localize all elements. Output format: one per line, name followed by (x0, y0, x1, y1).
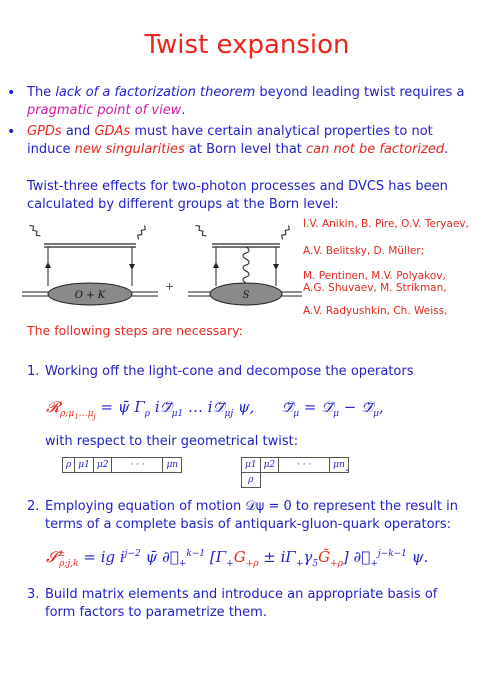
plus-sign: + (165, 280, 175, 293)
bullet-1-segment: beyond leading twist requires a (255, 85, 465, 100)
left-blob-label: O + K (74, 290, 106, 301)
reference-3: M. Pentinen, M.V. Polyakov, (303, 270, 446, 282)
young-tableau-left (62, 457, 182, 473)
tableau-cell: μn (330, 458, 349, 473)
left-diagram (22, 224, 158, 305)
step-1-text: Working off the light-cone and decompose the operators (45, 364, 414, 379)
bullet-2-segment: new singularities (74, 142, 185, 157)
tableau-cell: · · · (279, 458, 330, 473)
bullet-2-segment: can not be factorized (306, 142, 445, 157)
bullet-2 (7, 123, 467, 159)
bullet-1-segment: lack of a factorization theorem (55, 85, 256, 100)
operator-basis-formula: 𝓢±$_{\rho;j,k}$ = ig $i^{j-2}$ ψ̄ $\partial⃡_+^{k-1}$ [$\Gamma_+G_{+\rho}$ ± $i\Gamma_+\gamma_5G̃_{+\rho}$] $\partial⃡_+^{j-k-1}$ ψ. (46, 548, 429, 569)
step-1-continuation-text: with respect to their geometrical twist: (45, 434, 299, 449)
bullet-1-segment: pragmatic point of view (27, 103, 182, 118)
bullet-dot-icon: • (7, 124, 16, 140)
operator-formula: 𝓡$_{\rho;\mu_1\dots\mu_j}$ = ψ̄ $\Gamma_\rho$ $i𝒟⃡_{\mu 1}$ … $i𝒟⃡_{\mu j}$ ψ, $𝒟⃡_\mu$ = $𝒟⃗_\mu$ − $𝒟⃖_\mu$, (46, 398, 384, 421)
bullet-1-segment: The (27, 85, 56, 100)
reference-2: A.V. Belitsky, D. Müller; (303, 245, 425, 257)
bullet-2-segment: GPDs (27, 124, 62, 139)
tableau-cell: · · · (112, 458, 163, 473)
reference-1: I.V. Anikin, B. Pire, O.V. Teryaev, (303, 218, 469, 230)
step-3-number: 3. (27, 587, 40, 602)
step-2-text: Employing equation of motion 𝒟ψ = 0 to represent the result in terms of a complete basis of antiquark-gluon-quark operators: (45, 499, 458, 532)
bullet-2-text (27, 124, 448, 157)
page-title: Twist expansion (144, 30, 350, 60)
steps-heading: The following steps are necessary: (27, 323, 243, 338)
bullet-1 (7, 84, 467, 120)
bullet-2-segment: at Born level that (184, 142, 307, 157)
tableau-cell: μ2 (93, 458, 112, 473)
bullet-2-segment: GDAs (94, 124, 131, 139)
step-1-number: 1. (27, 364, 40, 379)
right-blob-label: S (242, 290, 250, 301)
reference-5: A.V. Radyushkin, Ch. Weiss, (303, 305, 448, 317)
tableau-cell: μn (163, 458, 182, 473)
young-tableau-right (241, 457, 349, 488)
reference-4: A.G. Shuvaev, M. Strikman, (303, 282, 447, 294)
right-diagram (188, 224, 302, 305)
bullet-2-segment: must have certain analytical properties to not induce (27, 124, 433, 157)
step-2-number: 2. (27, 499, 40, 514)
feynman-diagrams (22, 222, 302, 322)
tableau-cell: μ2 (260, 458, 279, 473)
bullet-2-segment: and (61, 124, 95, 139)
bullet-2-segment: . (444, 142, 449, 157)
step-3-text: Build matrix elements and introduce an appropriate basis of form factors to parametrize them. (45, 587, 438, 620)
bullet-dot-icon: • (7, 85, 16, 101)
intro-paragraph: Twist-three effects for two-photon processes and DVCS has been calculated by different groups at the Born level: (27, 179, 448, 212)
tableau-cell: ρ (242, 473, 261, 488)
tableau-cell: μ1 (75, 458, 94, 473)
bullet-1-segment: . (181, 103, 186, 118)
tableau-cell: ρ (63, 458, 75, 473)
bullet-1-text (27, 85, 464, 118)
tableau-cell: μ1 (242, 458, 261, 473)
